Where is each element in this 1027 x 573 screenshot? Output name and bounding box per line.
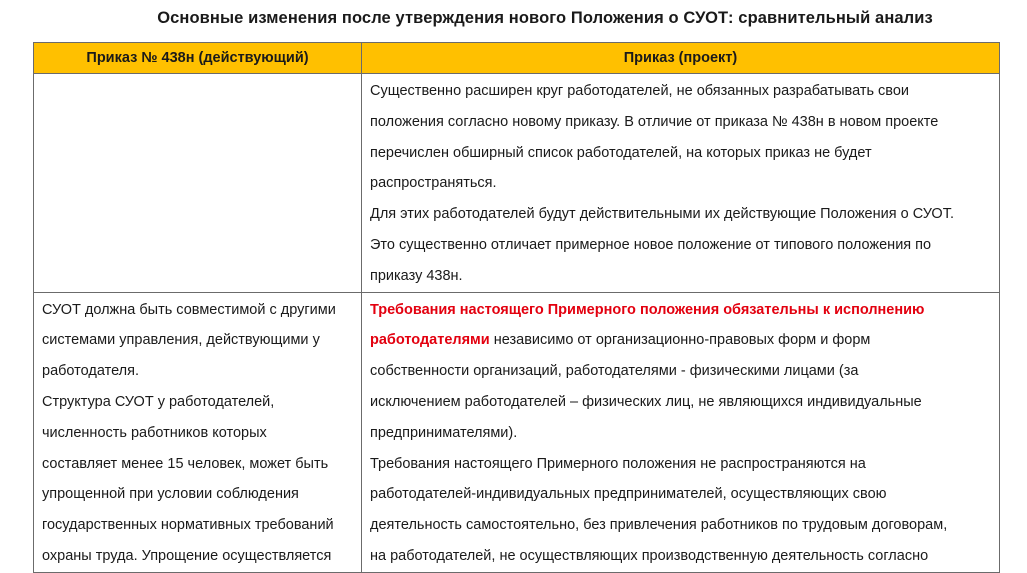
text-line: предпринимателями). (370, 424, 518, 441)
text-line: численность работников которых (42, 424, 267, 441)
text-line: системами управления, действующими у (42, 332, 320, 349)
text-line: деятельность самостоятельно, без привлечения работников по трудовым договорам, (370, 517, 948, 534)
text-line: работодателя. (42, 363, 140, 380)
text-line: Требования настоящего Примерного положения не распространяются на (370, 455, 866, 472)
text-line: распространяться. (370, 175, 497, 192)
page-title: Основные изменения после утверждения нового Положения о СУОТ: сравнительный анализ (157, 9, 933, 27)
row1-draft-cell (362, 74, 1000, 293)
header-current-order: Приказ № 438н (действующий) (34, 43, 362, 74)
text-line: упрощенной при условии соблюдения (42, 486, 299, 503)
text-line: Структура СУОТ у работодателей, (42, 393, 275, 410)
text-line: исключением работодателей – физических лиц, не являющихся индивидуальные (370, 393, 922, 410)
row2-draft-cell (362, 292, 1000, 572)
text-line (370, 295, 991, 326)
text-line: Это существенно отличает примерное новое положение от типового положения по (370, 236, 932, 253)
header-draft-order: Приказ (проект) (362, 43, 1000, 74)
comparison-table (33, 42, 1000, 573)
table-header-row (34, 43, 1000, 74)
text-line: работодателей-индивидуальных предпринимателей, осуществляющих свою (370, 486, 887, 503)
text-line: Для этих работодателей будут действительными их действующие Положения о СУОТ. (370, 206, 954, 223)
text-fragment: независимо от организационно-правовых форм и форм (489, 332, 871, 349)
text-line: положения согласно новому приказу. В отличие от приказа № 438н в новом проекте (370, 113, 939, 130)
table-row (34, 292, 1000, 572)
row2-current-cell (34, 292, 362, 572)
row1-current-cell (34, 74, 362, 293)
text-line: государственных нормативных требований (42, 517, 334, 534)
text-line: перечислен обширный список работодателей, на которых приказ не будет (370, 144, 872, 161)
text-line: собственности организаций, работодателями - физическими лицами (за (370, 363, 859, 380)
text-line: охраны труда. Упрощение осуществляется (42, 547, 332, 564)
text-line: приказу 438н. (370, 267, 463, 284)
text-line: Существенно расширен круг работодателей, не обязанных разрабатывать свои (370, 83, 910, 99)
table-row (34, 74, 1000, 293)
text-line: составляет менее 15 человек, может быть (42, 455, 329, 472)
text-line: СУОТ должна быть совместимой с другими (42, 301, 336, 318)
text-line: на работодателей, не осуществляющих производственную деятельность согласно (370, 547, 929, 564)
highlighted-requirement: работодателями (370, 332, 490, 349)
text-line (370, 325, 991, 356)
highlighted-requirement: Требования настоящего Примерного положения обязательны к исполнению (370, 301, 925, 318)
